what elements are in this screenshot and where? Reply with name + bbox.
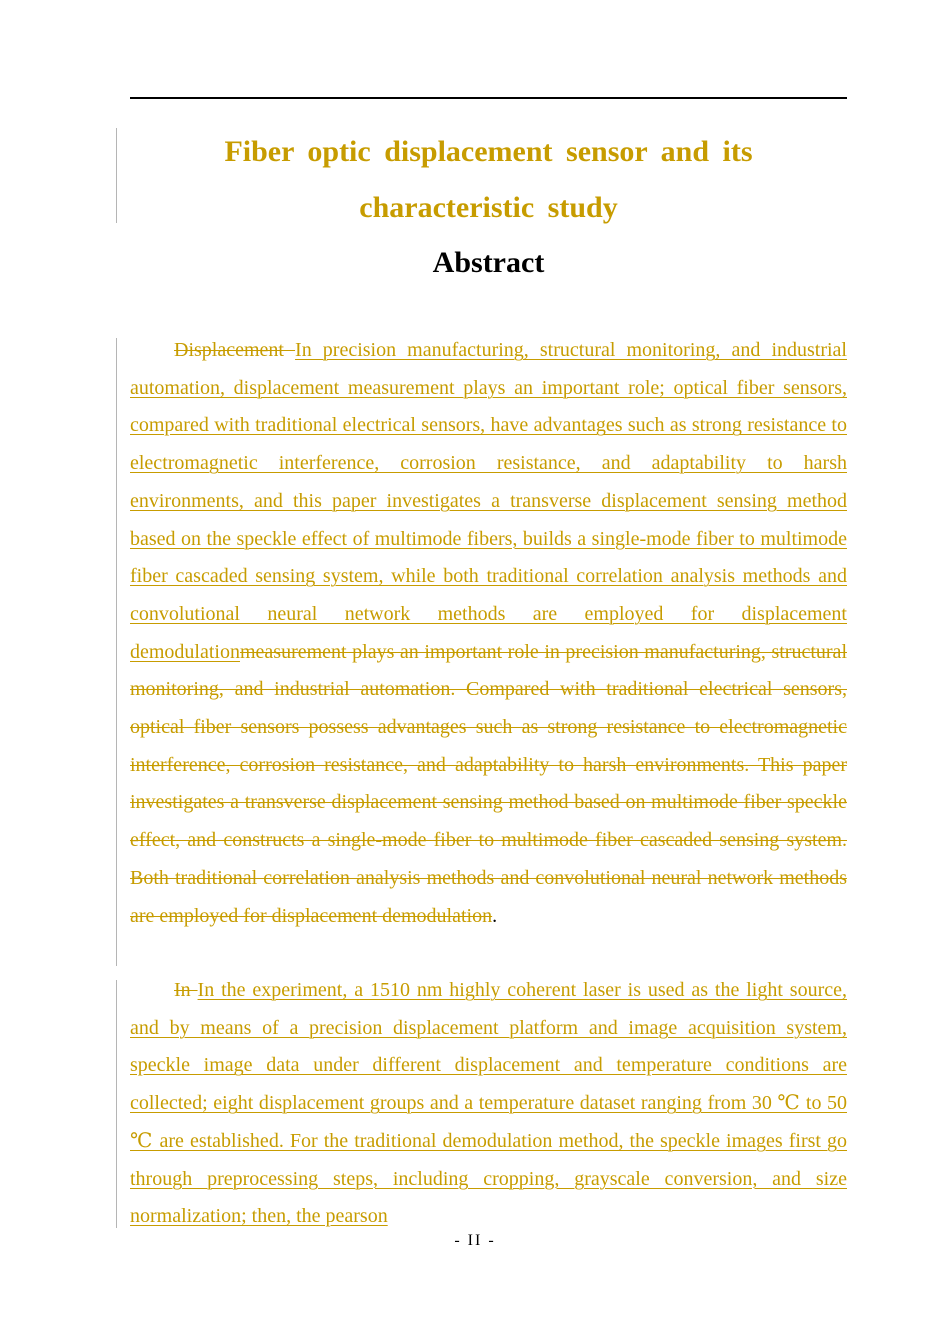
document-title [130, 124, 847, 236]
paragraph-end-mark: . [492, 904, 498, 927]
change-bar-title [116, 128, 117, 223]
title-line-2: characteristic study [359, 191, 618, 224]
abstract-paragraph-1 [130, 332, 847, 935]
abstract-paragraph-2 [130, 972, 847, 1236]
header-rule [130, 97, 847, 99]
abstract-heading: Abstract [432, 246, 545, 279]
inserted-text: In the experiment, a 1510 nm highly coherent laser is used as the light source, and by means of a precision displacement platform and image acquisition system, speckle image data under different displacement and temperature conditions are collected; eight displacement groups and a temperature dataset ranging from 30 ℃ to 50 ℃ are established. For the traditional demodulation method, the speckle images first go through preprocessing steps, including cropping, grayscale conversion, and size normalization; then, the pearson [130, 979, 847, 1228]
deleted-text: measurement plays an important role in precision manufacturing, structural monitoring, and industrial automation. Compared with traditional electrical sensors, optical fiber sensors possess advantages such as strong resistance to electromagnetic interference, corrosion resistance, and adaptability to harsh environments. This paper investigates a transverse displacement sensing method based on multimode fiber speckle effect, and constructs a single-mode fiber to multimode fiber cascaded sensing system. Both traditional correlation analysis methods and convolutional neural network methods are employed for displacement demodulation [130, 640, 847, 927]
page-number: - II - [454, 1232, 496, 1249]
deleted-text: Displacement [174, 339, 296, 361]
inserted-text: In precision manufacturing, structural monitoring, and industrial automation, displacement measurement plays an important role; optical fiber sensors, compared with traditional electrical sensors, have advantages such as strong resistance to electromagnetic interference, corrosion resistance, and adaptability to harsh environments, and this paper investigates a transverse displacement sensing method based on the speckle effect of multimode fibers, builds a single-mode fiber to multimode fiber cascaded sensing system, while both traditional correlation analysis methods and convolutional neural network methods are employed for displacement demodulation [130, 339, 847, 663]
change-bar-paragraph-1 [116, 338, 117, 966]
deleted-text: In [174, 979, 198, 1001]
title-line-1: Fiber optic displacement sensor and its [224, 135, 753, 168]
change-bar-paragraph-2 [116, 980, 117, 1228]
